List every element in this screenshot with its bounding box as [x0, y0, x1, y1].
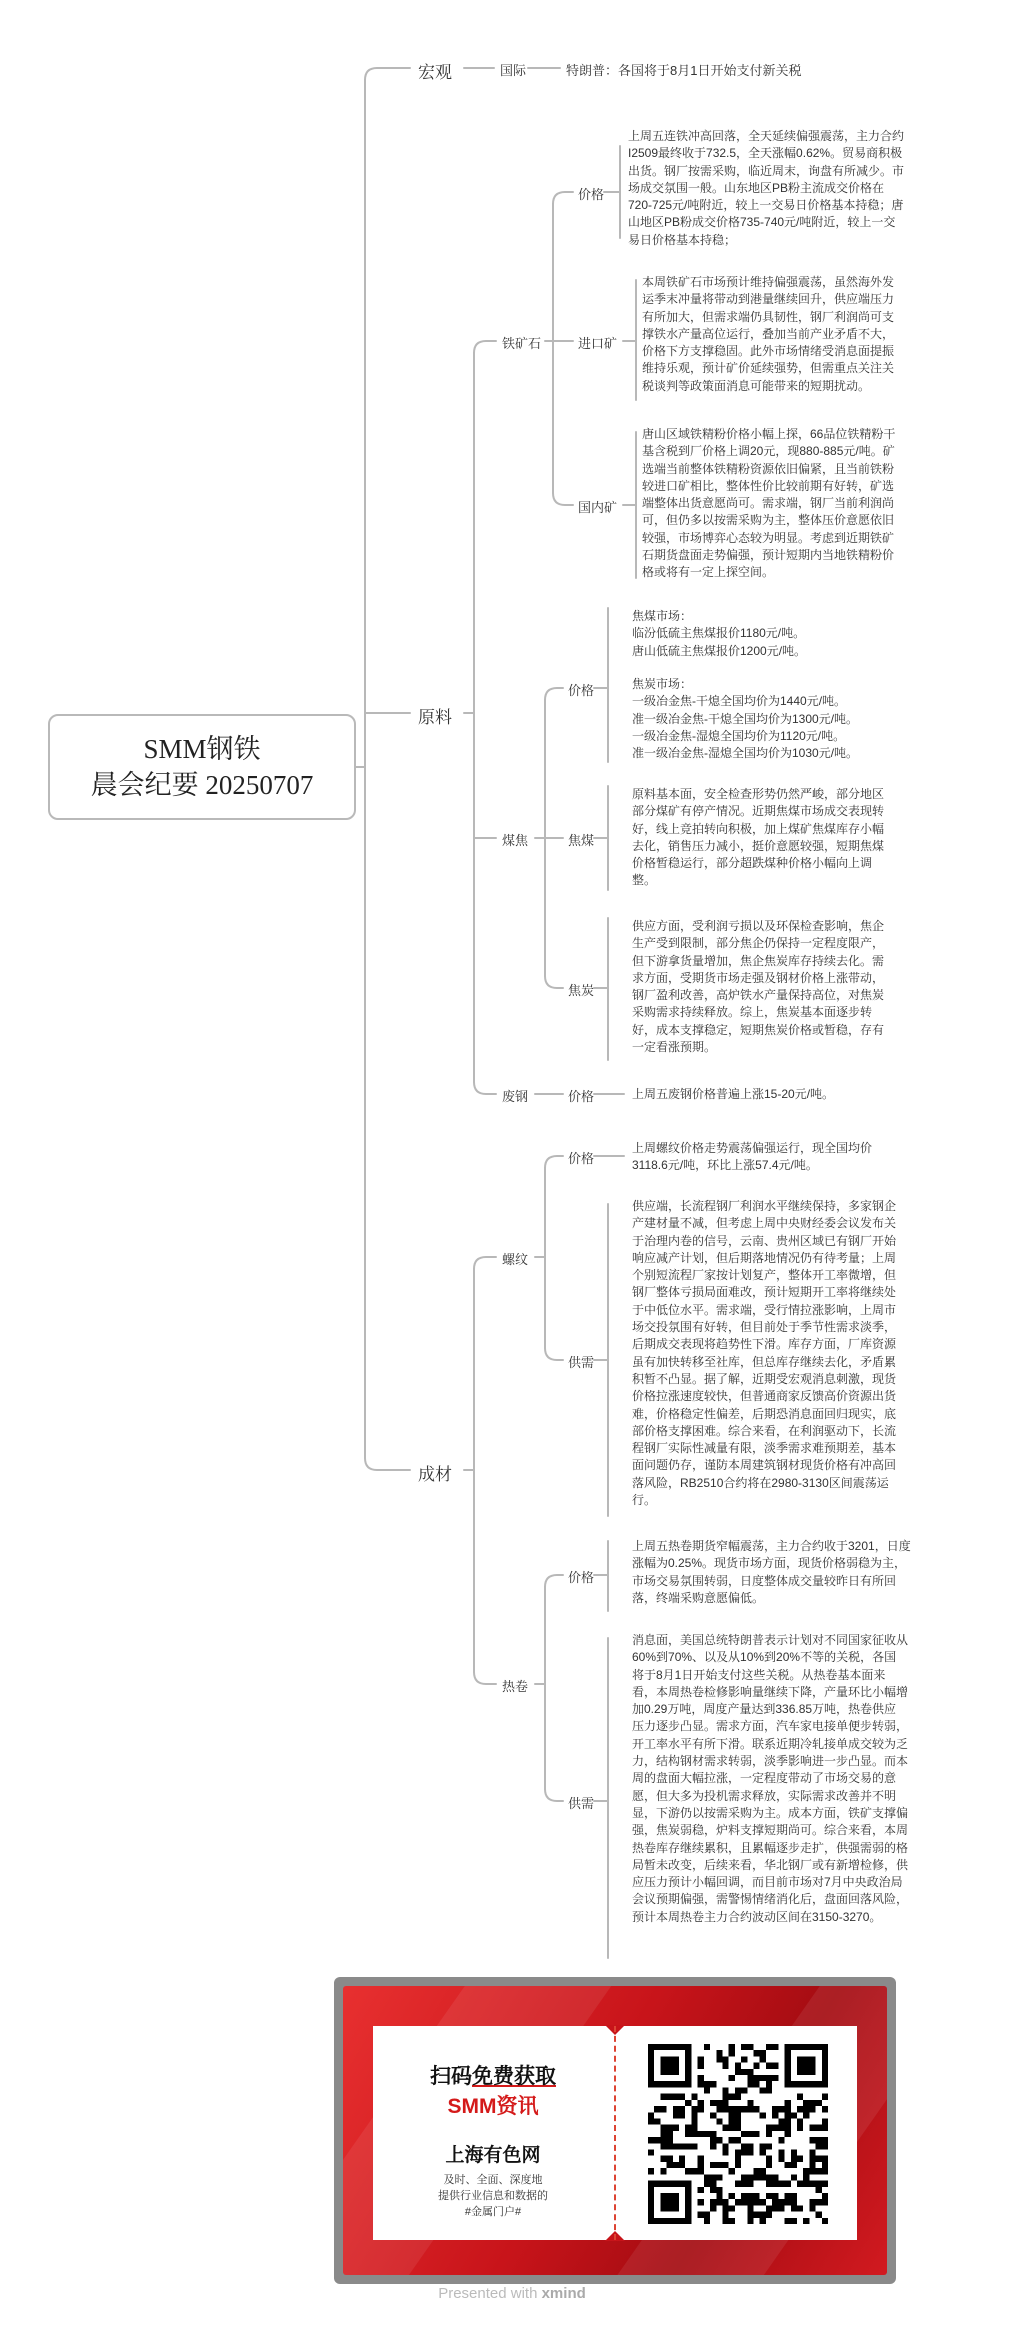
text-line: 一级冶金焦-湿熄全国均价为1120元/吨。 [632, 728, 846, 743]
text-line: 选端当前整体铁精粉资源依旧偏紧，且当前铁粉 [642, 461, 895, 476]
promo-description: 及时、全面、深度地 提供行业信息和数据的 #金属门户# [438, 2174, 548, 2218]
text-line: 难，价格稳定性偏差，后期恐消息面回归现实，底 [632, 1406, 897, 1421]
text-line: 端整体出货意愿尚可。需求端，钢厂当前利润尚 [642, 496, 895, 511]
text-line: 格或将有一定上探空间。 [642, 565, 775, 580]
text-line: 于治理内卷的信号，云南、贵州区域已有钢厂开始 [632, 1233, 897, 1248]
text-line: 消息面，美国总统特朗普表示计划对不同国家征收从 [632, 1633, 909, 1647]
root-topic[interactable] [48, 714, 356, 820]
coking-coal-market-text[interactable] [632, 608, 806, 660]
text-line: 强，焦炭弱稳，炉料支撑短期尚可。综合来看，本周 [632, 1823, 909, 1838]
text-line: 整。 [632, 873, 657, 888]
text-line: 采购需求持续释放。综上，焦炭基本面逐步转 [632, 1005, 873, 1020]
macro-note[interactable]: 特朗普：各国将于8月1日开始支付新关税 [566, 63, 802, 78]
text-line: 产建材量不减，但考虑上周中央财经委会议发布关 [632, 1216, 897, 1231]
text-line: 会议预期偏强，需警惕情绪消化后，盘面回落风险， [632, 1892, 909, 1907]
text-line: 出货。钢厂按需采购，临近周末，询盘有所减少。市 [628, 163, 905, 178]
coke-market-text[interactable] [632, 676, 858, 762]
text-line: 易日价格基本持稳； [628, 232, 737, 247]
text-line: 上周五热卷期货窄幅震荡，主力合约收于3201，日度 [632, 1539, 911, 1553]
text-line: 响应减产计划，但后期落地情况仍有待考量；上周 [632, 1250, 897, 1265]
topic-imported-ore[interactable]: 进口矿 [578, 336, 618, 351]
hrc-price-text[interactable] [632, 1538, 911, 1607]
scrap-text[interactable]: 上周五废钢价格普遍上涨15-20元/吨。 [632, 1087, 835, 1101]
text-line: 将于8月1日开始支付这些关税。从热卷基本面来 [632, 1667, 886, 1682]
text-line: 压力逐步凸显。需求方面，汽车家电接单便步转弱， [632, 1719, 909, 1734]
text-line: 看，本周热卷检修影响量继续下降，产量环比小幅增 [632, 1684, 909, 1699]
topic-rebar[interactable]: 螺纹 [502, 1252, 529, 1267]
text-line: 一定看涨预期。 [632, 1040, 717, 1055]
domestic-ore-text[interactable] [642, 426, 895, 582]
topic-coking-coal[interactable]: 焦煤 [568, 833, 595, 848]
presented-with-footer [0, 2285, 1024, 2302]
rebar-supply-text[interactable] [632, 1198, 896, 1509]
text-line: 生产受到限制，部分焦企仍保持一定程度限产， [632, 936, 885, 951]
text-line: 税谈判等政策面消息可能带来的短期扰动。 [642, 378, 871, 393]
topic-raw-materials[interactable]: 原料 [418, 708, 452, 727]
text-line: 钢厂整体亏损局面难改，预计短期开工率将继续处 [632, 1285, 897, 1300]
topic-scrap-price[interactable]: 价格 [568, 1089, 595, 1104]
text-line: 预计本周热卷主力合约波动区间在3150-3270。 [632, 1909, 882, 1924]
topic-scrap[interactable]: 废钢 [502, 1089, 529, 1104]
text-line: 720-725元/吨附近，较上一交易日价格基本持稳；唐 [628, 198, 904, 213]
hrc-supply-text[interactable] [632, 1632, 908, 1926]
text-line: 于中低位水平。需求端，受行情拉涨影响，上周市 [632, 1302, 897, 1317]
promo-headline-emphasis: 免费获取 [472, 2065, 556, 2088]
topic-macro[interactable]: 宏观 [418, 63, 452, 82]
text-line: 有所加大，但需求端仍具韧性，钢厂利润尚可支 [642, 309, 895, 324]
topic-iron-ore[interactable]: 铁矿石 [502, 336, 542, 351]
topic-finished-steel[interactable]: 成材 [418, 1465, 452, 1484]
topic-rebar-price[interactable]: 价格 [568, 1151, 595, 1166]
text-line: 较强，市场博弈心态较为明显。考虑到近期铁矿 [642, 530, 895, 545]
text-line: 可，但仍多以按需采购为主，整体压价意愿依旧 [642, 513, 895, 528]
topic-hrc[interactable]: 热卷 [502, 1679, 529, 1694]
text-line: 周的盘面大幅拉涨，一定程度带动了市场交易的意 [632, 1771, 897, 1786]
text-line: 后期成交表现将趋势性下滑。库存方面，厂库资源 [632, 1337, 897, 1352]
text-line: 基含税到厂价格上调20元，现880-885元/吨。矿 [642, 444, 895, 459]
imported-ore-text[interactable] [642, 274, 894, 395]
text-line: 显，下游仍以按需采购为主。成本方面，铁矿支撑偏 [632, 1805, 909, 1820]
text-line: 60%到70%、以及从10%到20%不等的关税，各国 [632, 1650, 897, 1665]
text-line: 原料基本面，安全检查形势仍然严峻，部分地区 [632, 787, 885, 801]
text-line: 部价格支撑困难。综合来看，在利润驱动下，长流 [632, 1423, 897, 1438]
text-line: 较进口矿相比，整体性价比较前期有好转，矿选 [642, 478, 895, 493]
promo-subheadline: SMM资讯 [447, 2095, 539, 2118]
text-line: 一级冶金焦-干熄全国均价为1440元/吨。 [632, 694, 847, 709]
text-line: 个别短流程厂家按计划复产，整体开工率微增，但 [632, 1268, 897, 1283]
text-line: 市场交易氛围转弱，日度整体成交量较昨日有所回 [632, 1573, 897, 1588]
text-line: 焦煤市场： [632, 609, 693, 623]
rebar-price-text[interactable] [632, 1140, 872, 1175]
coke-text[interactable] [632, 918, 884, 1056]
text-line: 愿，但大多为投机需求释放，实际需求改善并不明 [632, 1788, 897, 1803]
promo-card[interactable] [334, 1977, 896, 2284]
text-line: 唐山低硫主焦煤报价1200元/吨。 [632, 643, 807, 658]
root-title-line2: 晨会纪要 20250707 [90, 770, 314, 800]
topic-coal-coke-price[interactable]: 价格 [568, 683, 595, 698]
footer-prefix: Presented with [438, 2285, 542, 2302]
text-line: 程钢厂实际性减量有限，淡季需求难预期差，基本 [632, 1441, 897, 1456]
topic-iron-ore-price[interactable]: 价格 [578, 187, 605, 202]
promo-org-name: 上海有色网 [445, 2145, 541, 2166]
text-line: 开工率水平有所下滑。联系近期冷轧接单成交较为乏 [632, 1736, 909, 1751]
text-line: 价格拉涨速度较快，但普通商家反馈高价资源出货 [632, 1389, 897, 1404]
text-line: 焦炭市场： [632, 677, 693, 691]
root-title-line1: SMM钢铁 [143, 733, 261, 764]
text-line: 山地区PB粉成交价格735-740元/吨附近，较上一交 [628, 215, 896, 230]
topic-domestic-ore[interactable]: 国内矿 [578, 500, 618, 515]
text-line: 准一级冶金焦-湿熄全国均价为1030元/吨。 [632, 746, 859, 761]
iron-ore-price-text[interactable] [628, 128, 904, 249]
text-line: 维持乐观，预计矿价延续强势，但需重点关注关 [642, 361, 895, 376]
text-line: 落，终端采购意愿偏低。 [632, 1590, 765, 1605]
text-line: 供应方面，受利润亏损以及环保检查影响，焦企 [632, 919, 885, 933]
text-line: 但下游拿货量增加，焦企焦炭库存持续去化。需 [632, 953, 885, 968]
text-line: 唐山区域铁精粉价格小幅上探，66品位铁精粉干 [642, 427, 896, 441]
text-line: 面问题仍存，谨防本周建筑钢材现货价格有冲高回 [632, 1458, 897, 1473]
text-line: 上周五连铁冲高回落，全天延续偏强震荡，主力合约 [628, 129, 905, 143]
promo-divider [614, 2026, 616, 2240]
topic-coke[interactable]: 焦炭 [568, 983, 595, 998]
text-line: 价格下方支撑稳固。此外市场情绪受消息面提振 [642, 344, 895, 359]
text-line: 局暂未改变，后续来看，华北钢厂或有新增检修，供 [632, 1857, 909, 1872]
coking-coal-text[interactable] [632, 786, 884, 890]
promo-headline [373, 2060, 613, 2090]
text-line: 钢厂盈利改善，高炉铁水产量保持高位，对焦炭 [632, 988, 885, 1003]
text-line: 好，成本支撑稳定，短期焦炭价格或暂稳，存有 [632, 1022, 885, 1037]
topic-coal-coke[interactable]: 煤焦 [502, 833, 529, 848]
text-line: 热卷库存继续累积，且累幅逐步走扩，供强需弱的格 [632, 1840, 909, 1855]
text-line: 场成交氛围一般。山东地区PB粉主流成交价格在 [628, 180, 885, 195]
text-line: 供应端，长流程钢厂利润水平继续保持，多家钢企 [632, 1199, 897, 1213]
promo-red-frame [343, 1986, 887, 2275]
promo-headline-prefix: 扫码 [430, 2065, 472, 2088]
text-line: 价格暂稳运行，部分超跌煤种价格小幅向上调 [632, 856, 873, 871]
topic-rebar-supply[interactable]: 供需 [568, 1355, 595, 1370]
text-line: 3118.6元/吨，环比上涨57.4元/吨。 [632, 1158, 818, 1173]
text-line: 力，结构钢材需求转弱，淡季影响进一步凸显。而本 [632, 1754, 909, 1769]
text-line: 运季末冲量将带动到港量继续回升，供应端压力 [642, 292, 895, 307]
text-line: 求方面，受期货市场走强及钢材价格上涨带动， [632, 970, 885, 985]
topic-hrc-price[interactable]: 价格 [568, 1570, 595, 1585]
text-line: 积暂不凸显。据了解，近期受宏观消息刺激，现货 [632, 1371, 897, 1386]
text-line: 行。 [632, 1493, 657, 1508]
text-line: 加0.29万吨，周度产量达到336.85万吨，热卷供应 [632, 1702, 897, 1717]
topic-hrc-supply[interactable]: 供需 [568, 1796, 595, 1811]
text-line: 去化，销售压力减小，挺价意愿较强，短期焦煤 [632, 838, 885, 853]
topic-international[interactable]: 国际 [500, 63, 527, 78]
footer-brand: xmind [541, 2285, 586, 2302]
text-line: 应压力预计小幅回调，而目前市场对7月中央政治局 [632, 1875, 903, 1890]
text-line: 临汾低硫主焦煤报价1180元/吨。 [632, 626, 806, 641]
text-line: 上周螺纹价格走势震荡偏强运行，现全国均价 [632, 1141, 873, 1155]
qr-code-icon[interactable] [648, 2044, 828, 2224]
text-line: I2509最终收于732.5，全天涨幅0.62%。贸易商积极 [628, 146, 903, 161]
text-line: 撑铁水产量高位运行，叠加当前产业矛盾不大， [642, 326, 895, 341]
text-line: 落风险，RB2510合约将在2980-3130区间震荡运 [632, 1475, 889, 1490]
text-line: 准一级冶金焦-干熄全国均价为1300元/吨。 [632, 711, 859, 726]
text-line: 石期货盘面走势偏强，预计短期内当地铁精粉价 [642, 548, 895, 563]
text-line: 本周铁矿石市场预计维持偏强震荡，虽然海外发 [642, 275, 895, 289]
text-line: 虽有加快转移至社库，但总库存继续去化，矛盾累 [632, 1354, 897, 1369]
promo-white-panel [373, 2026, 857, 2240]
text-line: 涨幅为0.25%。现货市场方面，现货价格弱稳为主， [632, 1556, 907, 1571]
text-line: 场交投氛围有好转，但目前处于季节性需求淡季， [632, 1320, 897, 1335]
text-line: 部分煤矿有停产情况。近期焦煤市场成交表现转 [632, 804, 885, 819]
text-line: 好，线上竞拍转向积极，加上煤矿焦煤库存小幅 [632, 821, 885, 836]
